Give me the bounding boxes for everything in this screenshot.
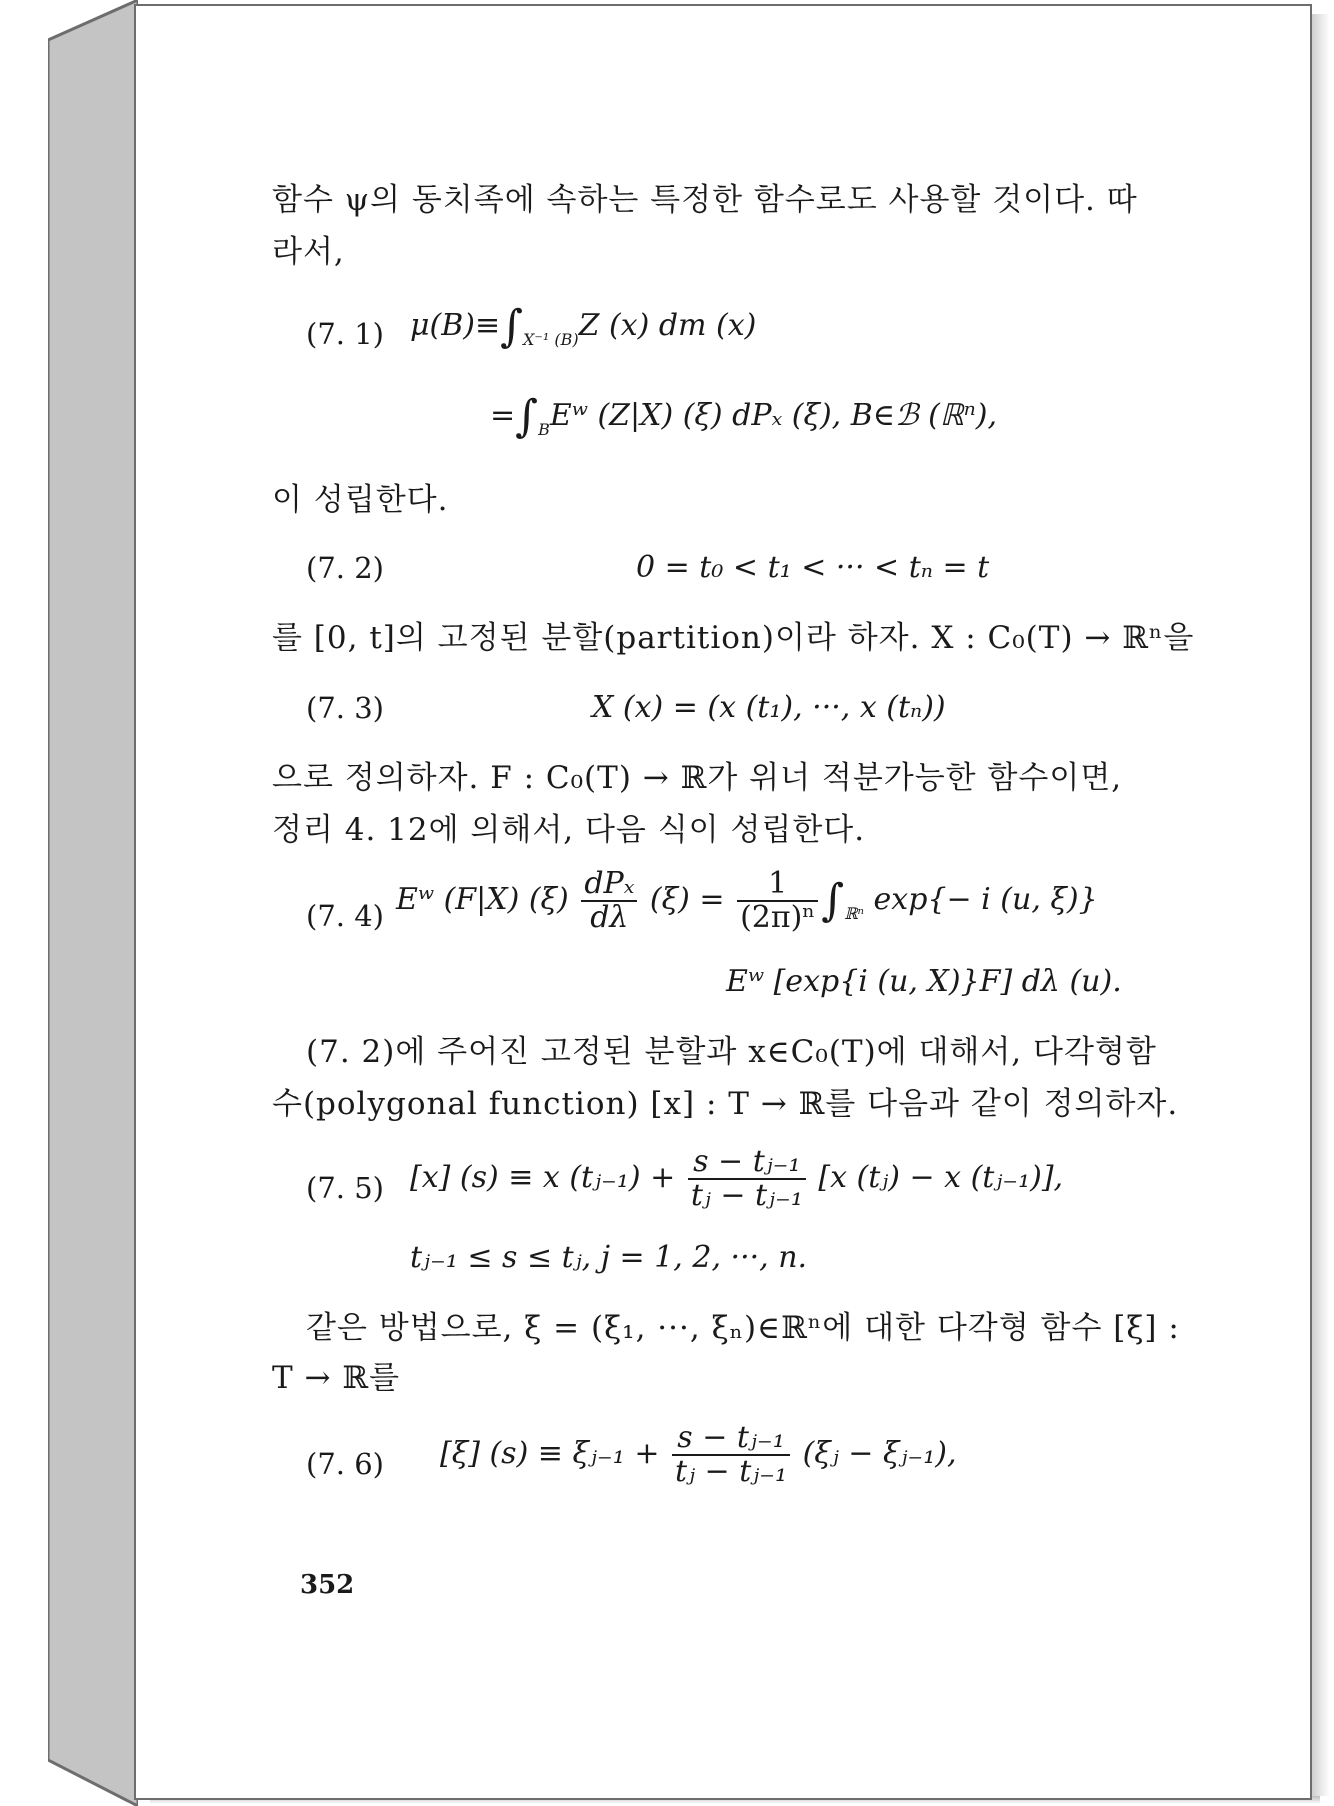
integral-sign: ∫ xyxy=(821,875,845,926)
fraction xyxy=(581,868,637,934)
equation-7-1-line2 xyxy=(490,391,997,450)
fraction xyxy=(737,868,818,934)
paragraph-line: 으로 정의하자. F : C₀(T) → ℝ가 위너 적분가능한 함수이면, xyxy=(272,760,1123,796)
equation-term: [x (tⱼ) − x (tⱼ₋₁)], xyxy=(818,1160,1064,1195)
fraction-denominator: tⱼ − tⱼ₋₁ xyxy=(690,1178,803,1213)
integral-subscript: B xyxy=(538,420,550,439)
paragraph-line: 같은 방법으로, ξ = (ξ₁, ···, ξₙ)∈ℝⁿ에 대한 다각형 함수 [ξ] : xyxy=(306,1310,1180,1346)
equation-term: = xyxy=(490,398,516,433)
integral-sign: ∫ xyxy=(515,391,539,442)
paragraph-line: 라서, xyxy=(272,234,345,270)
paragraph-line: T → ℝ를 xyxy=(272,1360,401,1396)
fraction-denominator: (2π)ⁿ xyxy=(740,900,816,935)
fraction xyxy=(688,1146,806,1212)
fraction-numerator: dPₓ xyxy=(581,868,637,902)
equation-number: (7. 4) xyxy=(306,899,384,933)
equation-7-5-line2: tⱼ₋₁ ≤ s ≤ tⱼ, j = 1, 2, ···, n. xyxy=(410,1240,808,1275)
equation-7-3: X (x) = (x (t₁), ···, x (tₙ)) xyxy=(592,690,946,725)
fraction-numerator: 1 xyxy=(737,868,818,902)
equation-term: (ξ) = xyxy=(649,882,725,917)
equation-7-6 xyxy=(440,1422,957,1488)
equation-number: (7. 3) xyxy=(306,691,384,725)
book-spine xyxy=(48,0,138,1806)
equation-7-4-line1 xyxy=(396,868,1098,934)
equation-term: [ξ] (s) ≡ ξⱼ₋₁ + xyxy=(440,1436,660,1471)
equation-term: μ(B)≡ xyxy=(410,308,501,343)
paragraph-line: 정리 4. 12에 의해서, 다음 식이 성립한다. xyxy=(272,812,866,848)
equation-term: Z (x) dm (x) xyxy=(578,308,757,343)
equation-term: [x] (s) ≡ x (tⱼ₋₁) + xyxy=(410,1160,676,1195)
equation-term: (ξⱼ − ξⱼ₋₁), xyxy=(802,1436,957,1471)
paragraph-line: 함수 ψ의 동치족에 속하는 특정한 함수로도 사용할 것이다. 따 xyxy=(272,182,1138,218)
fraction xyxy=(672,1422,790,1488)
equation-number: (7. 2) xyxy=(306,551,384,585)
fraction-denominator: dλ xyxy=(590,900,629,935)
paragraph-line: 이 성립한다. xyxy=(272,482,449,518)
equation-number: (7. 6) xyxy=(306,1447,384,1481)
paragraph-line: 를 [0, t]의 고정된 분할(partition)이라 하자. X : C₀(T) → ℝⁿ을 xyxy=(272,620,1195,656)
integral-sign: ∫ xyxy=(500,301,524,352)
equation-term: Eʷ (Z|X) (ξ) dPₓ (ξ), B∈ℬ (ℝⁿ), xyxy=(549,398,997,433)
equation-term: exp{− i (u, ξ)} xyxy=(873,882,1098,917)
equation-7-1-line1 xyxy=(410,301,757,360)
equation-term: Eʷ (F|X) (ξ) xyxy=(396,882,569,917)
equation-number: (7. 1) xyxy=(306,317,384,351)
fraction-numerator: s − tⱼ₋₁ xyxy=(672,1422,790,1456)
integral-subscript: X⁻¹ (B) xyxy=(523,330,579,349)
integral-subscript: ℝⁿ xyxy=(844,904,864,923)
equation-number: (7. 5) xyxy=(306,1171,384,1205)
equation-7-2: 0 = t₀ < t₁ < ··· < tₙ = t xyxy=(636,550,990,585)
fraction-denominator: tⱼ − tⱼ₋₁ xyxy=(675,1454,788,1489)
equation-7-5-line1 xyxy=(410,1146,1063,1212)
paragraph-line: (7. 2)에 주어진 고정된 분할과 x∈C₀(T)에 대해서, 다각형함 xyxy=(306,1034,1157,1070)
fraction-numerator: s − tⱼ₋₁ xyxy=(688,1146,806,1180)
page-number: 352 xyxy=(300,1570,355,1600)
paragraph-line: 수(polygonal function) [x] : T → ℝ를 다음과 같이 정의하자. xyxy=(272,1086,1179,1122)
equation-7-4-line2: Eʷ [exp{i (u, X)}F] dλ (u). xyxy=(726,964,1122,999)
